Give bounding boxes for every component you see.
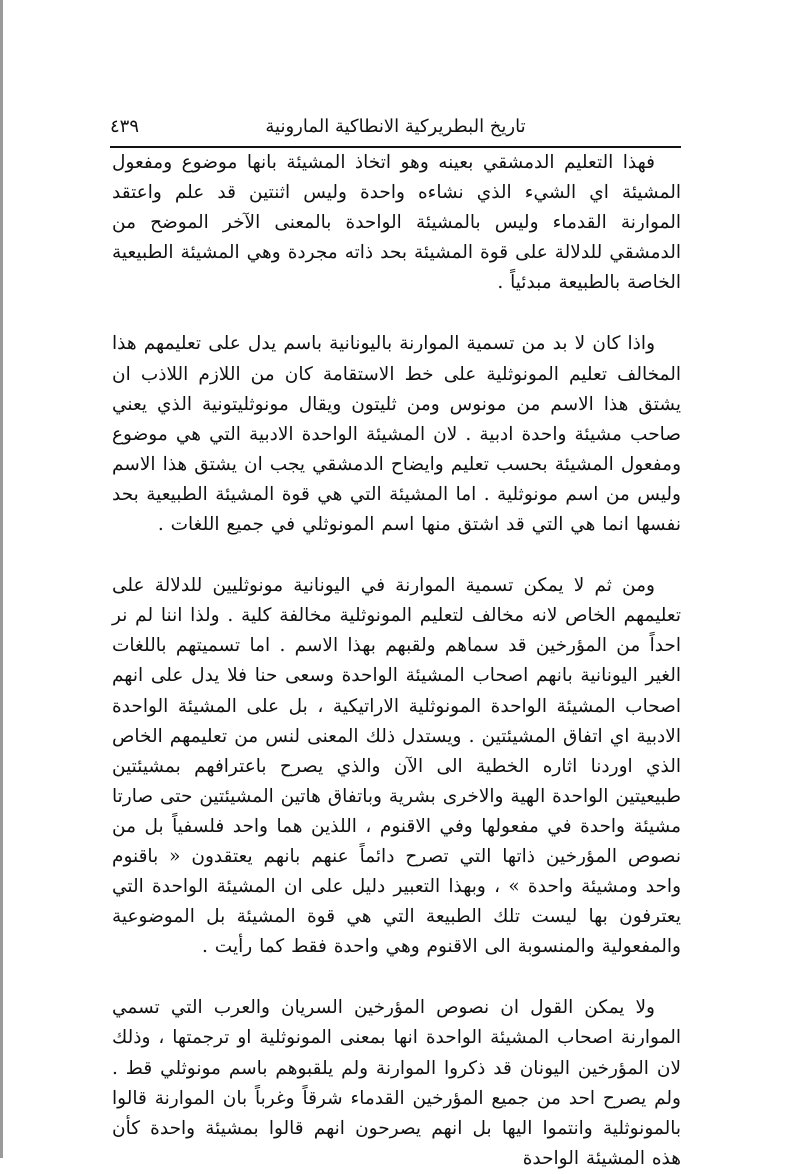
paragraph-3: ومن ثم لا يمكن تسمية الموارنة في اليونانية مونوثليين للدلالة على تعليمهم الخاص لانه مخالف لتعليم المونوثلية مخالفة كلية . ولذا اننا لم نر احداً من المؤرخين قد سماهم ولقبهم بهذا الاسم . اما تسميتهم باللغات الغير اليونانية بانهم اصحاب المشيئة الواحدة وسعى حنا فلا يدل على انهم اصحاب المشيئة الواحدة المونوثلية الاراتيكية ، بل على المشيئة الواحدة الادبية اي اتفاق المشيئتين . ويستدل ذلك المعنى لنس من تعليمهم الخاص الذي اوردنا اثاره الخطية الى الآن والذي يصرح باعترافهم بمشيئتين طبيعيتين الواحدة الهية والاخرى بشرية وباتفاق هاتين المشيئتين حتى صارتا مشيئة واحدة في مفعولها وفي الاقنوم ، اللذين هما واحد فلسفياً بل من نصوص المؤرخين ذاتها التي تصرح دائماً عنهم بانهم يعتقدون « باقنوم واحد ومشيئة واحدة » ، وبهذا التعبير دليل على ان المشيئة الواحدة التي يعترفون بها ليست تلك الطبيعة التي هي قوة المشيئة بل الموضوعية والمفعولية والمنسوبة الى الاقنوم وهي واحدة فقط كما رأيت . — [112, 575, 681, 958]
body-text — [112, 148, 681, 1174]
paragraph-1: فهذا التعليم الدمشقي بعينه وهو اتخاذ المشيئة بانها موضوع ومفعول المشيئة اي الشيء الذي نشاءه واحدة وليس اثنتين قد علم واعتقد الموارنة القدماء وليس بالمشيئة الواحدة بالمعنى الآخر الموضح من الدمشقي للدلالة على قوة المشيئة بحد ذاته مجردة وهي المشيئة الطبيعية الخاصة بالطبيعة مبدئياً . — [112, 152, 681, 294]
scan-edge — [0, 0, 3, 1158]
paragraph-4: ولا يمكن القول ان نصوص المؤرخين السريان والعرب التي تسمي الموارنة اصحاب المشيئة الواحدة انها بمعنى المونوثلية او ترجمتها ، وذلك لان المؤرخين اليونان قد ذكروا الموارنة ولم يلقبوهم باسم مونوثلي قط . ولم يصرح احد من جميع المؤرخين القدماء شرقاً وغرباً بان الموارنة قالوا بالمونوثلية وانتموا اليها بل انهم يصرحون انهم قالوا بمشيئة واحدة كأن هذه المشيئة الواحدة — [112, 997, 681, 1169]
paragraph-2: واذا كان لا بد من تسمية الموارنة باليونانية باسم يدل على تعليمهم هذا المخالف تعليم المونوثلية على خط الاستقامة كان من اللازم اللاذب ان يشتق هذا الاسم من مونوس ومن ثليتون ويقال مونوثليتونية الذي يعني صاحب مشيئة واحدة ادبية . لان المشيئة الواحدة الادبية التي هي موضوع ومفعول المشيئة بحسب تعليم وايضاح الدمشقي يجب ان يشتق هذا الاسم وليس من اسم مونوثلية . اما المشيئة التي هي قوة المشيئة الطبيعية بحد نفسها انما هي التي قد اشتق منها اسم المونوثلي في جميع اللغات . — [112, 333, 681, 536]
header-title: تاريخ البطريركية الانطاكية المارونية — [265, 116, 526, 137]
running-header — [110, 112, 681, 146]
page-number: ٤٣٩ — [110, 116, 140, 137]
